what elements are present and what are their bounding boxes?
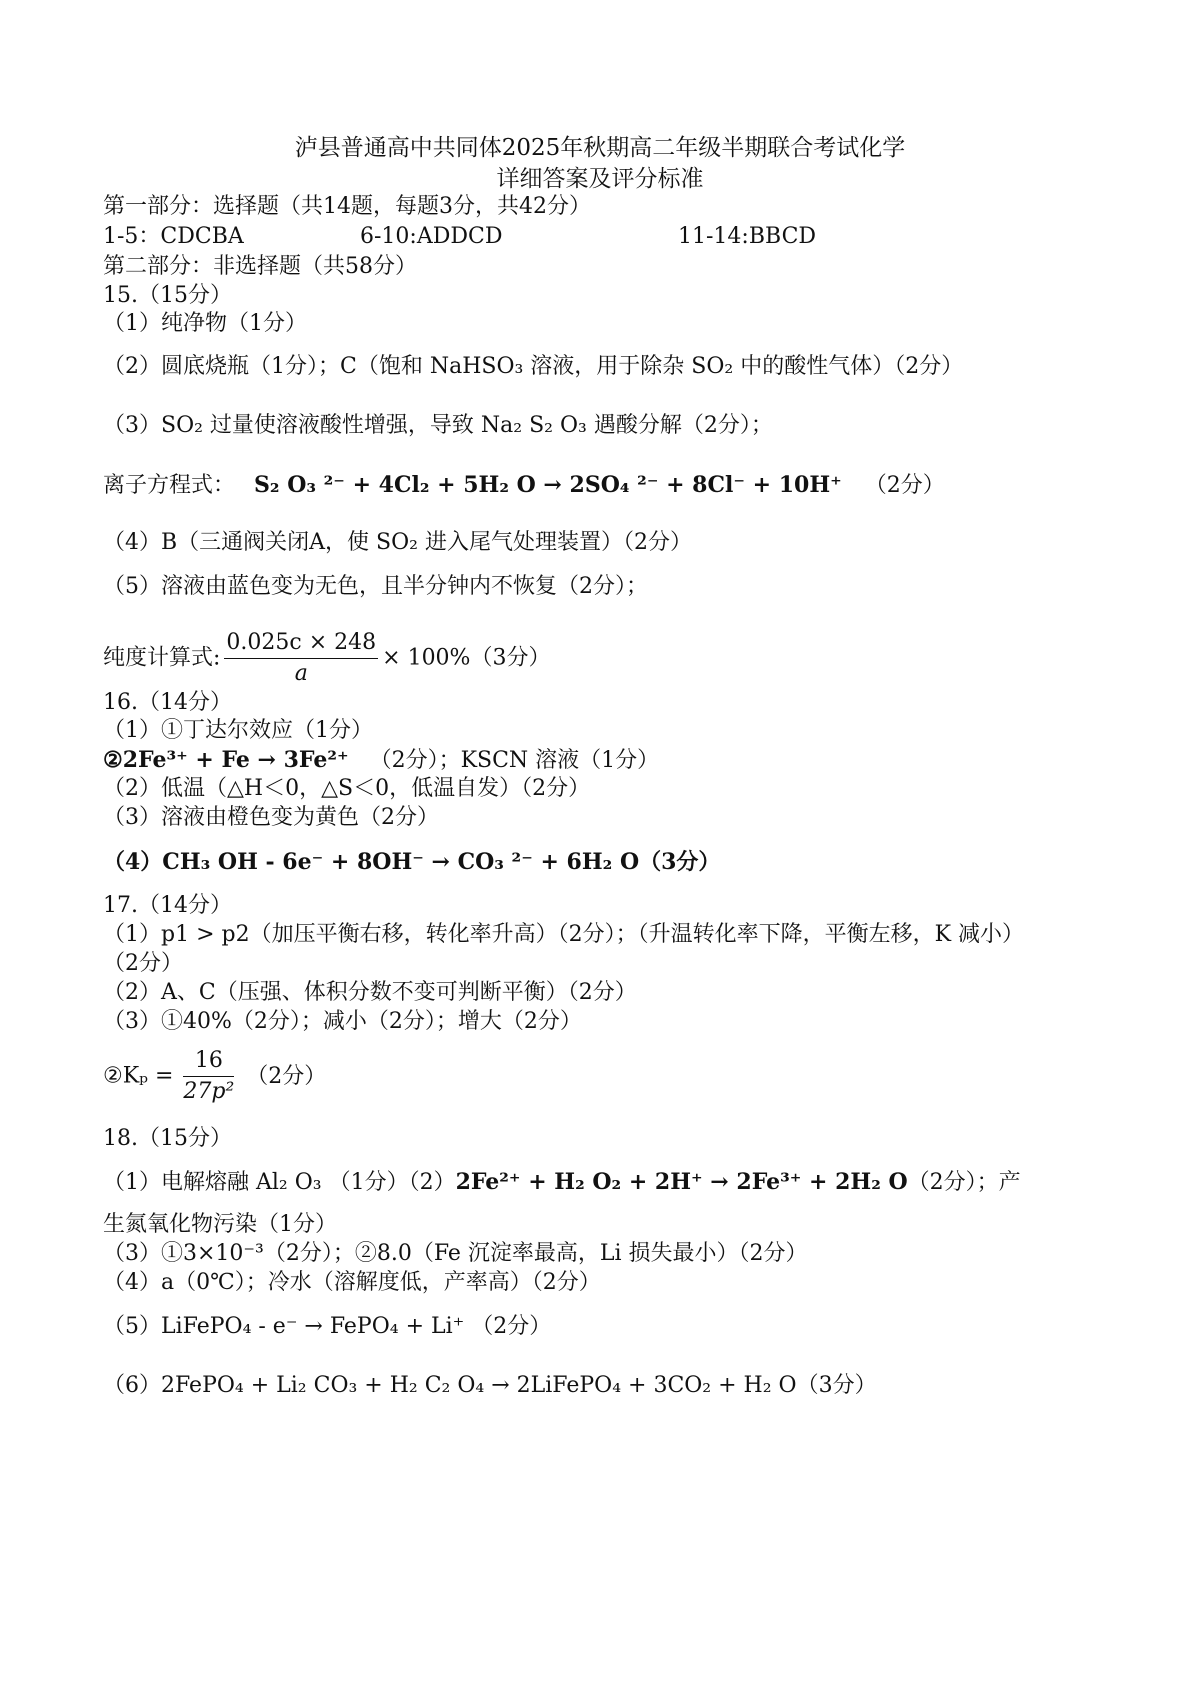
- part1-header: 第一部分：选择题（共14题，每题3分，共42分）: [103, 194, 591, 219]
- kp-denominator: 27p²: [183, 1079, 235, 1104]
- q16-title: 16.（14分）: [103, 690, 232, 715]
- kp-fraction: [183, 1046, 234, 1107]
- q16-answer-2: （2）低温（△H＜0，△S＜0，低温自发）（2分）: [103, 776, 591, 801]
- q18-answer-1: [103, 1167, 1021, 1198]
- q17-answer-1: （1）p1 > p2（加压平衡右移，转化率升高）（2分）；（升温转化率下降，平衡左移，K 减小）: [103, 922, 1025, 947]
- q17-answer-1-cont: （2分）: [103, 951, 183, 976]
- ion-equation-score: （2分）: [864, 473, 945, 498]
- part2-header: 第二部分：非选择题（共58分）: [103, 254, 417, 279]
- q17-answer-2: （2）A、C（压强、体积分数不变可判断平衡）（2分）: [103, 980, 637, 1005]
- q18-equation: 2Fe²⁺ + H₂ O₂ + 2H⁺ → 2Fe³⁺ + 2H₂ O: [455, 1169, 908, 1195]
- q18-title: 18.（15分）: [103, 1126, 232, 1151]
- kp-label: ②Kₚ =: [103, 1063, 174, 1089]
- document-subtitle: 详细答案及评分标准: [496, 166, 704, 192]
- answers-6-10: 6-10:ADDCD: [360, 224, 503, 249]
- q18-answer-6: （6）2FePO₄ + Li₂ CO₃ + H₂ C₂ O₄ → 2LiFePO₄ + 3CO₂ + H₂ O（3分）: [103, 1373, 877, 1398]
- q16-answer-1: （1）①丁达尔效应（1分）: [103, 718, 373, 743]
- q16-answer-1b-rest: （2分）；KSCN 溶液（1分）: [369, 748, 660, 773]
- q18-answer-1-pre: （1）电解熔融 Al₂ O₃ （1分）（2）: [103, 1170, 456, 1195]
- q15-purity-formula: [103, 628, 550, 689]
- q15-answer-5: （5）溶液由蓝色变为无色，且半分钟内不恢复（2分）；: [103, 574, 648, 599]
- ion-equation: S₂ O₃ ²⁻ + 4Cl₂ + 5H₂ O → 2SO₄ ²⁻ + 8Cl⁻ + 10H⁺: [254, 472, 842, 498]
- purity-tail: × 100%（3分）: [382, 645, 551, 671]
- q17-title: 17.（14分）: [103, 893, 232, 918]
- q16-answer-4: （4）CH₃ OH - 6e⁻ + 8OH⁻ → CO₃ ²⁻ + 6H₂ O（3分）: [103, 849, 721, 875]
- kp-numerator: 16: [183, 1046, 234, 1077]
- purity-denominator: a: [294, 661, 308, 686]
- q17-answer-3: （3）①40%（2分）；减小（2分）；增大（2分）: [103, 1009, 582, 1034]
- purity-label: 纯度计算式:: [103, 645, 221, 671]
- q15-ionic-equation-line: [103, 470, 945, 501]
- q15-title: 15.（15分）: [103, 283, 232, 308]
- document-title: 泸县普通高中共同体2025年秋期高二年级半期联合考试化学: [294, 135, 906, 161]
- ion-equation-label: 离子方程式：: [103, 473, 236, 498]
- kp-score: （2分）: [246, 1063, 327, 1089]
- q16-equation: ②2Fe³⁺ + Fe → 3Fe²⁺: [103, 747, 349, 773]
- q18-answer-5: （5）LiFePO₄ - e⁻ → FePO₄ + Li⁺ （2分）: [103, 1314, 552, 1339]
- q18-answer-3: （3）①3×10⁻³（2分）；②8.0（Fe 沉淀率最高，Li 损失最小）（2分）: [103, 1241, 808, 1266]
- q15-answer-1: （1）纯净物（1分）: [103, 311, 307, 336]
- q15-answer-3: （3）SO₂ 过量使溶液酸性增强，导致 Na₂ S₂ O₃ 遇酸分解（2分）；: [103, 413, 773, 438]
- q18-answer-1-post: （2分）；产: [907, 1170, 1021, 1195]
- q18-answer-4: （4）a（0℃）；冷水（溶解度低，产率高）（2分）: [103, 1270, 601, 1295]
- q17-kp-formula: [103, 1046, 326, 1107]
- q16-answer-1b: [103, 745, 659, 776]
- q15-answer-2: （2）圆底烧瓶（1分）；C（饱和 NaHSO₃ 溶液，用于除杂 SO₂ 中的酸性气体）（2分）: [103, 354, 964, 379]
- purity-numerator: 0.025c × 248: [224, 628, 378, 659]
- q15-answer-4: （4）B（三通阀关闭A，使 SO₂ 进入尾气处理装置）（2分）: [103, 530, 692, 555]
- q16-answer-3: （3）溶液由橙色变为黄色（2分）: [103, 805, 439, 830]
- answers-1-5: 1-5：CDCBA: [103, 224, 244, 249]
- answers-11-14: 11-14:BBCD: [678, 224, 817, 249]
- q18-answer-1-cont: 生氮氧化物污染（1分）: [103, 1212, 337, 1237]
- purity-fraction: [224, 628, 378, 689]
- part1-answers-row: [103, 222, 816, 252]
